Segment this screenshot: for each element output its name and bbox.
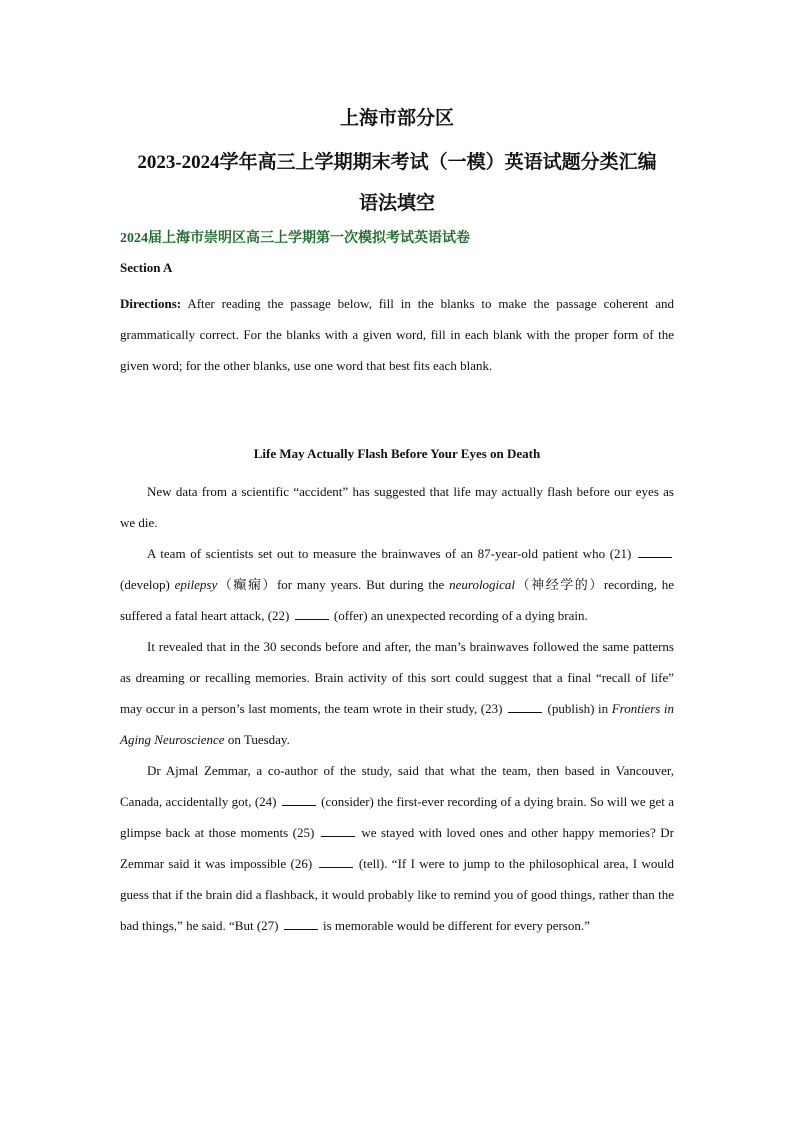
p4-text-b: (consider) the first-ever recording of a dying brain. So will we get a glimpse back at those moments (25) [120, 794, 674, 840]
exam-name: 2024届上海市崇明区高三上学期第一次模拟考试英语试卷 [120, 231, 470, 246]
directions-label: Directions: [120, 296, 182, 311]
p3-journal-name: Frontiers in Aging Neuroscience [120, 701, 674, 747]
title-exam-compilation: 2023-2024学年高三上学期期末考试（一模）英语试题分类汇编 [137, 152, 657, 173]
p4-text-e: is memorable would be different for every person.” [323, 918, 590, 933]
p2-text-b: (develop) [120, 577, 170, 592]
section-label: Section A [120, 260, 173, 275]
passage-body [120, 476, 674, 941]
p2-text-f: （神经学的）recording, he suffered a fatal heart attack, (22) [120, 577, 675, 623]
paragraph-2 [120, 538, 674, 631]
blank-24[interactable] [282, 794, 316, 806]
passage-title: Life May Actually Flash Before Your Eyes on Death [253, 446, 541, 461]
blank-21[interactable] [638, 546, 672, 558]
p3-text-b: (publish) in [547, 701, 609, 716]
blank-27[interactable] [284, 918, 318, 930]
p4-text-c: we stayed with loved ones and other happy memories? Dr Zemmar said it was impossible (26) [120, 825, 675, 871]
p4-text-a: Dr Ajmal Zemmar, a co-author of the study, said that what the team, then based in Vancouver, Canada, accidentally got, (24) [120, 763, 674, 809]
blank-22[interactable] [295, 608, 329, 620]
title-topic: 语法填空 [358, 193, 435, 214]
paragraph-1-text: New data from a scientific “accident” has suggested that life may actually flash before our eyes as we die. [120, 484, 674, 530]
p4-text-d: (tell). “If I were to jump to the philosophical area, I would guess that if the brain did a flashback, it would probably like to remind you of good things, rather than the bad things,” he said. “But (27) [120, 856, 674, 933]
paragraph-1 [120, 476, 674, 538]
directions-text: After reading the passage below, fill in the blanks to make the passage coherent and grammatically correct. For the blanks with a given word, fill in each blank with the proper form of the given word; for the other blanks, use one word that best fits each blank. [120, 296, 674, 373]
paragraph-3 [120, 631, 674, 755]
paragraph-4 [120, 755, 674, 941]
blank-26[interactable] [319, 856, 353, 868]
p2-term-epilepsy: epilepsy [174, 577, 218, 592]
p3-text-a: It revealed that in the 30 seconds before and after, the man’s brainwaves followed the same patterns as dreaming or recalling memories. Brain activity of this sort could suggest that a final “recall of life” may occur in a person’s last moments, the team wrote in their study, (23) [120, 639, 674, 716]
p2-term-neurological: neurological [449, 577, 516, 592]
p2-text-g: (offer) an unexpected recording of a dying brain. [333, 608, 588, 623]
p2-text-d: （癫痫）for many years. But during the [217, 577, 445, 592]
blank-25[interactable] [321, 825, 355, 837]
title-region: 上海市部分区 [339, 108, 454, 129]
directions [120, 288, 674, 381]
p2-text-a: A team of scientists set out to measure the brainwaves of an 87-year-old patient who (21) [147, 546, 632, 561]
p3-text-d: on Tuesday. [227, 732, 290, 747]
blank-23[interactable] [508, 701, 542, 713]
